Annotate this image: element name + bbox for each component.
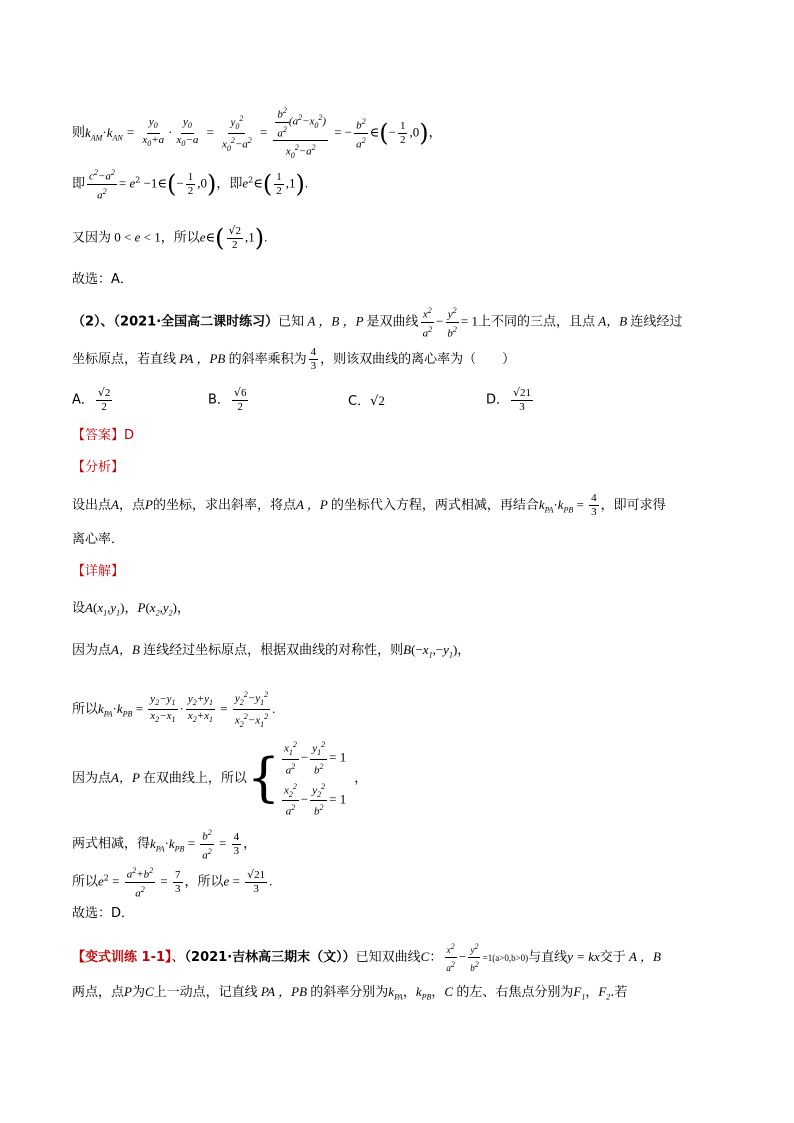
- variant-line-2: 两点，点P为C上一动点，记直线 PA ，PB 的斜率分别为$k_{PA}$，$k_{PB}$，C 的左、右焦点分别为$F_1$，$F_2$.若: [72, 984, 628, 1002]
- detail-symmetry: 因为点A，B 连线经过坐标原点，根据双曲线的对称性，则$B(-x_1,-y_1)$，: [72, 642, 471, 660]
- analysis-line-1: 设出点A，点P的坐标，求出斜率，将点A ，P 的坐标代入方程，两式相减，再结合$k_{PA}\cdot k_{PB}$ = $\frac{4}{3}$ ，即可求得: [72, 492, 666, 518]
- eq-eccentricity-final: 又因为 0 < e < 1，所以e∈( $\frac{√2}{2}$ ,1).: [72, 224, 268, 252]
- variant-line-1: 【变式训练 1-1】、（2021·吉林高三期末（文））已知双曲线C： $\frac{x2}{a2}$ − $\frac{y2}{b2}$ =1(a>0,b>0)与直线y = kx交于 A ，B: [72, 942, 661, 973]
- detail-label: 【详解】: [72, 564, 125, 579]
- question-2-line-1: （2）、（2021·全国高二课时练习）已知 A ，B ，P 是双曲线 $\frac{x^2}{a^2}$ − $\frac{y^2}{b^2}$ = 1上不同的三点，且点 A，B 连线经过: [72, 306, 683, 340]
- detail-system: 因为点A，P 在双曲线上，所以{ $\frac{x_1^2}{a^2}$ − $\frac{y_1^2}{b^2}$ = 1 $\frac{x_2^2}{a^2}$ − $\frac{y_2^2}{b^2}$ = 1 ，: [72, 740, 368, 818]
- question-2-line-2: 坐标原点，若直线 PA ，PB 的斜率乘积为 $\frac{4}{3}$ ，则该双曲线的离心率为（ ）: [72, 346, 516, 372]
- eq-eccentricity-range: 即 $\frac{c^2-a^2}{a^2}$ = $e^2$ −1∈(− $\frac{1}{2}$ ,0)，即$e^2\in$( $\frac{1}{2}$ ,1).: [72, 168, 309, 202]
- detail-eccentricity: 所以$e^2$ = $\frac{a^2+b^2}{a^2}$ = $\frac{7}{3}$ ，所以e = $\frac{√21}{3}$ .: [72, 866, 273, 900]
- answer-A: 故选：A．: [72, 272, 133, 287]
- detail-subtract: 两式相减，得$k_{PA}\cdot k_{PB}$ = $\frac{b^2}{a^2}$ = $\frac{4}{3}$ ，: [72, 828, 257, 862]
- analysis-line-2: 离心率．: [72, 532, 125, 547]
- analysis-label: 【分析】: [72, 460, 125, 475]
- detail-setup: 设$A(x_1,y_1)$，$P(x_2,y_2)$，: [72, 600, 190, 618]
- option-D[interactable]: D． $\frac{√21}{3}$: [486, 386, 532, 413]
- option-A[interactable]: A． $\frac{√2}{2}$: [72, 386, 111, 413]
- option-B[interactable]: B． $\frac{√6}{2}$: [208, 386, 247, 413]
- option-C[interactable]: C．√2: [348, 393, 385, 409]
- answer-D: 故选：D．: [72, 906, 135, 921]
- detail-slope-product: 所以$k_{PA}\cdot k_{PB}$ = $\frac{y_2-y_1}{x_2-x_1}$ · $\frac{y_2+y_1}{x_2+x_1}$ = $\frac{y_2^2-y_1^2}{x_2^2-x_1^2}$ .: [72, 690, 276, 729]
- eq-slope-product: 则$k_{AM}\cdot k_{AN}$ = $\frac{y_0}{x_0+a}$ · $\frac{y_0}{x_0-a}$ = $\frac{y_0^2}{x_0^2-a^2}$ = $\frac{b^2}{a^2}$ $(a^2-x_0^2)$ $x_0^2-a^2$ = − $\frac{b^2}{a^2}$ ∈(− $\frac{1}{2}$ ,0)，: [72, 106, 442, 161]
- answer-label: 【答案】D: [72, 428, 135, 443]
